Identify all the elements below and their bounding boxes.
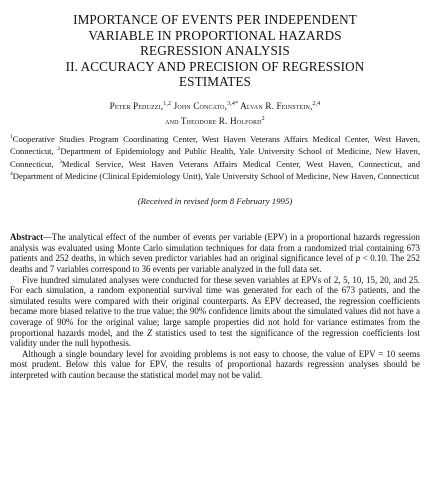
abstract-symbol: Z <box>147 327 152 338</box>
title-line-2: VARIABLE IN PROPORTIONAL HAZARDS <box>88 27 342 43</box>
affiliation-mark: 3 <box>59 158 62 165</box>
abstract-heading: Abstract <box>10 232 44 243</box>
author-name: Peter Peduzzi, <box>109 101 164 112</box>
abstract-text: < 0.10. The 252 deaths and 7 variables correspond to 36 events per variable analyzed in the full data set. <box>10 253 420 274</box>
title-line-1: IMPORTANCE OF EVENTS PER INDEPENDENT <box>73 12 357 27</box>
author-affiliation-mark: 2 <box>261 116 265 123</box>
title-line-5: ESTIMATES <box>179 74 251 90</box>
affiliation-mark: 2 <box>57 146 61 153</box>
affiliation-text: Department of Epidemiology and Public Health, Yale University School of Medicine, New Haven, Connecticut, <box>10 146 420 169</box>
affiliation-text: Department of Medicine (Clinical Epidemiology Unit), Yale University School of Medicine, New Haven, Connecticut <box>12 170 420 181</box>
abstract-text: Although a single boundary level for avoiding problems is not easy to choose, the value of EPV = 10 seems most prudent. Below this value for EPV, the results of proportional hazards regression analyses should be interpreted with caution because the statistical model may not be valid. <box>10 348 420 380</box>
author-line-2 <box>10 113 420 128</box>
abstract-paragraph-1 <box>10 232 420 274</box>
title-line-3: REGRESSION ANALYSIS <box>140 43 290 59</box>
author-line-1 <box>10 98 420 113</box>
abstract-symbol: p <box>355 253 361 264</box>
abstract-paragraph-3 <box>10 349 420 381</box>
abstract-paragraph-2 <box>10 275 420 349</box>
author-name: and Theodore R. Holford <box>165 116 262 127</box>
abstract-text: Five hundred simulated analyses were conducted for these seven variables at EPVs of 2, 5, 10, 15, 20, and 25. For each simulation, a random exponential survival time was generated for each of the 673 patients, and the simulated results were compared with their original counterparts. As EPV decreased, the regression coefficients became more biased relative to the true value; the 90% confidence limits about the simulated values did not have a coverage of 90% for the original value; large sample properties did not hold for variance estimates from the proportional hazards model, and the <box>10 274 420 338</box>
affiliations <box>10 132 420 181</box>
author-affiliation-mark: 1,2 <box>163 100 172 107</box>
abstract-text: statistics used to test the significance of the regression coefficients lost validity under the null hypothesis. <box>10 327 420 349</box>
title-line-4: II. ACCURACY AND PRECISION OF REGRESSION <box>65 58 365 74</box>
affiliation-mark: 4 <box>10 170 13 177</box>
author-affiliation-mark: 3,4* <box>227 100 239 107</box>
author-name: John Concato, <box>171 101 228 112</box>
affiliation-mark: 1 <box>10 134 13 141</box>
author-list <box>10 98 420 128</box>
article-title <box>10 12 420 90</box>
affiliation-text: Medical Service, West Haven Veterans Affairs Medical Center, West Haven, Connecticut, and <box>61 158 420 169</box>
author-name: Alvan R. Feinstein, <box>238 101 313 112</box>
affiliation-text: Cooperative Studies Program Coordinating Center, West Haven Veterans Affairs Medical Center, West Haven, Connecticut, <box>10 133 420 157</box>
author-affiliation-mark: 2,4 <box>312 100 321 107</box>
abstract-text: —The analytical effect of the number of events per variable (EPV) in a proportional hazards regression analysis was evaluated using Monte Carlo simulation techniques for data from a randomized trial containing 673 patients and 252 deaths, in which seven predictor variables had an original significance level of <box>10 232 420 264</box>
abstract <box>10 232 420 380</box>
received-date: (Received in revised form 8 February 1995) <box>137 196 293 207</box>
